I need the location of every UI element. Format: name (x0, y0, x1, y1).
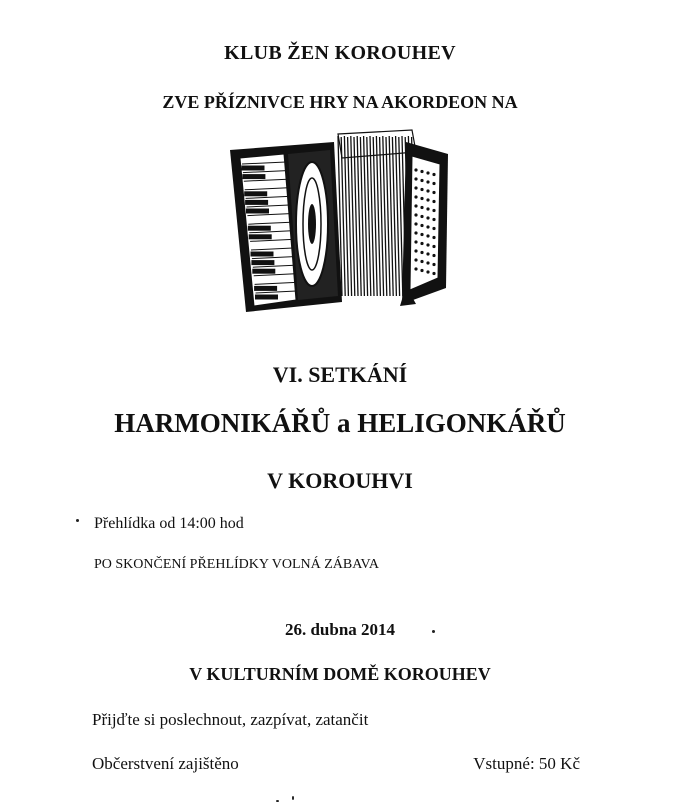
bass-button (420, 242, 423, 245)
bass-button (420, 269, 423, 272)
bass-button (432, 245, 435, 248)
scan-speck (76, 519, 79, 522)
bass-button (426, 189, 429, 192)
black-key (256, 295, 278, 299)
event-name: HARMONIKÁŘŮ a HELIGONKÁŘŮ (114, 408, 566, 438)
bass-button (426, 216, 429, 219)
bass-button (420, 188, 423, 191)
bass-button (414, 186, 417, 189)
bass-button (420, 233, 423, 236)
bass-button (414, 249, 417, 252)
black-key (249, 235, 271, 239)
bass-button (432, 200, 435, 203)
bass-button (432, 173, 435, 176)
bass-button (432, 191, 435, 194)
bass-button (420, 251, 423, 254)
scan-speck (276, 800, 279, 802)
bass-button (426, 234, 429, 237)
scan-speck (292, 796, 294, 800)
bass-button (420, 215, 423, 218)
show-time: Přehlídka od 14:00 hod (94, 515, 244, 532)
bass-button (432, 182, 435, 185)
bass-button (420, 197, 423, 200)
bass-button (420, 179, 423, 182)
black-key (248, 226, 270, 230)
refreshments-note: Občerstvení zajištěno (92, 754, 239, 773)
after-show-note: PO SKONČENÍ PŘEHLÍDKY VOLNÁ ZÁBAVA (94, 557, 379, 572)
event-date: 26. dubna 2014 (284, 620, 396, 639)
bass-button (426, 270, 429, 273)
bass-button (426, 180, 429, 183)
bass-button (426, 225, 429, 228)
black-key (243, 175, 265, 179)
club-name: KLUB ŽEN KOROUHEV (224, 42, 456, 64)
bass-button (432, 218, 435, 221)
event-place: V KOROUHVI (267, 468, 413, 493)
black-key (247, 209, 269, 213)
scan-speck (432, 630, 435, 633)
bass-button (414, 222, 417, 225)
bass-button (414, 231, 417, 234)
bass-button (414, 177, 417, 180)
bass-button (414, 204, 417, 207)
black-key (253, 269, 275, 273)
invitation-line: Přijďte si poslechnout, zazpívat, zatančit (92, 710, 369, 729)
black-key (255, 286, 277, 290)
admission-price: Vstupné: 50 Kč (473, 754, 580, 773)
bass-button (414, 213, 417, 216)
bass-button (426, 252, 429, 255)
accordion-icon (226, 128, 456, 318)
invitation-heading: ZVE PŘÍZNIVCE HRY NA AKORDEON NA (162, 92, 518, 112)
bass-button (414, 267, 417, 270)
bass-button (426, 171, 429, 174)
bass-button (414, 195, 417, 198)
bass-button (432, 209, 435, 212)
event-edition: VI. SETKÁNÍ (272, 362, 408, 387)
black-key (252, 261, 274, 265)
black-key (251, 252, 273, 256)
bass-button (432, 236, 435, 239)
bass-button (420, 170, 423, 173)
bass-button (420, 224, 423, 227)
black-key (246, 200, 268, 204)
bass-button (420, 260, 423, 263)
bass-button (432, 254, 435, 257)
bass-button (426, 198, 429, 201)
bass-button (426, 261, 429, 264)
bass-button (432, 227, 435, 230)
bass-button (414, 240, 417, 243)
bass-button (414, 168, 417, 171)
bass-button (432, 272, 435, 275)
black-key (242, 166, 264, 170)
bass-button (426, 207, 429, 210)
black-key (245, 192, 267, 196)
bass-button (426, 243, 429, 246)
bass-button (414, 258, 417, 261)
bass-button (420, 206, 423, 209)
event-venue: V KULTURNÍM DOMĚ KOROUHEV (189, 664, 491, 684)
bass-button (432, 263, 435, 266)
